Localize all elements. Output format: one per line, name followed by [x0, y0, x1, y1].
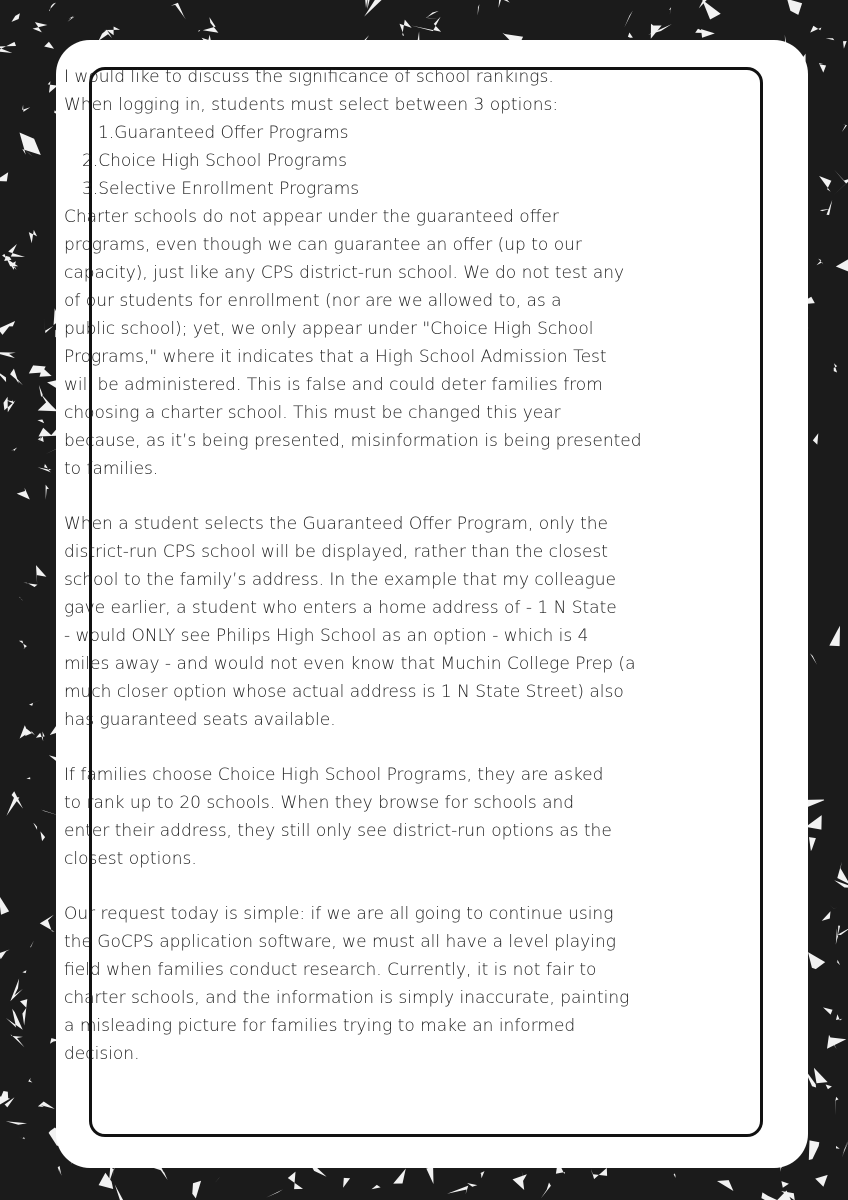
intro-line-2: When logging in, students must select between 3 options: — [64, 95, 559, 115]
paragraph-gap — [64, 873, 704, 900]
option-2: 2.Choice High School Programs — [82, 151, 347, 171]
para4-line: decision. — [64, 1044, 140, 1064]
para3-line: If families choose Choice High School Programs, they are asked — [64, 765, 604, 785]
para3-line: enter their address, they still only see district-run options as the — [64, 821, 612, 841]
paragraph-gap — [64, 734, 704, 761]
para2-line: - would ONLY see Philips High School as an option - which is 4 — [64, 626, 589, 646]
para4-line: the GoCPS application software, we must all have a level playing — [64, 932, 616, 952]
para3-line: closest options. — [64, 849, 197, 869]
para1-line: capacity), just like any CPS district-run school. We do not test any — [64, 263, 625, 283]
para1-line: will be administered. This is false and could deter families from — [64, 375, 603, 395]
para2-line: much closer option whose actual address is 1 N State Street) also — [64, 682, 624, 702]
para1-line: Programs," where it indicates that a High School Admission Test — [64, 347, 607, 367]
para2-line: gave earlier, a student who enters a home address of - 1 N State — [64, 598, 617, 618]
para1-line: programs, even though we can guarantee an offer (up to our — [64, 235, 582, 255]
para2-line: district-run CPS school will be displayed, rather than the closest — [64, 542, 608, 562]
para1-line: because, as it’s being presented, misinformation is being presented — [64, 431, 642, 451]
para1-line: Charter schools do not appear under the guaranteed offer — [64, 207, 559, 227]
para2-line: When a student selects the Guaranteed Offer Program, only the — [64, 514, 608, 534]
para2-line: miles away - and would not even know that Muchin College Prep (a — [64, 654, 636, 674]
para3-line: to rank up to 20 schools. When they browse for schools and — [64, 793, 575, 813]
para2-line: school to the family’s address. In the example that my colleague — [64, 570, 616, 590]
para1-line: of our students for enrollment (nor are we allowed to, as a — [64, 291, 562, 311]
para4-line: charter schools, and the information is simply inaccurate, painting — [64, 988, 630, 1008]
para1-line: choosing a charter school. This must be changed this year — [64, 403, 561, 423]
para1-line: public school); yet, we only appear under "Choice High School — [64, 319, 594, 339]
paragraph-gap — [64, 483, 704, 510]
document-body — [64, 63, 704, 1068]
option-3: 3.Selective Enrollment Programs — [82, 179, 360, 199]
para4-line: field when families conduct research. Currently, it is not fair to — [64, 960, 597, 980]
para4-line: a misleading picture for families trying to make an informed — [64, 1016, 576, 1036]
para2-line: has guaranteed seats available. — [64, 710, 336, 730]
option-1: 1.Guaranteed Offer Programs — [98, 123, 349, 143]
para4-line: Our request today is simple: if we are all going to continue using — [64, 904, 614, 924]
para1-line: to families. — [64, 459, 159, 479]
intro-line-1: I would like to discuss the significance of school rankings. — [64, 67, 554, 87]
